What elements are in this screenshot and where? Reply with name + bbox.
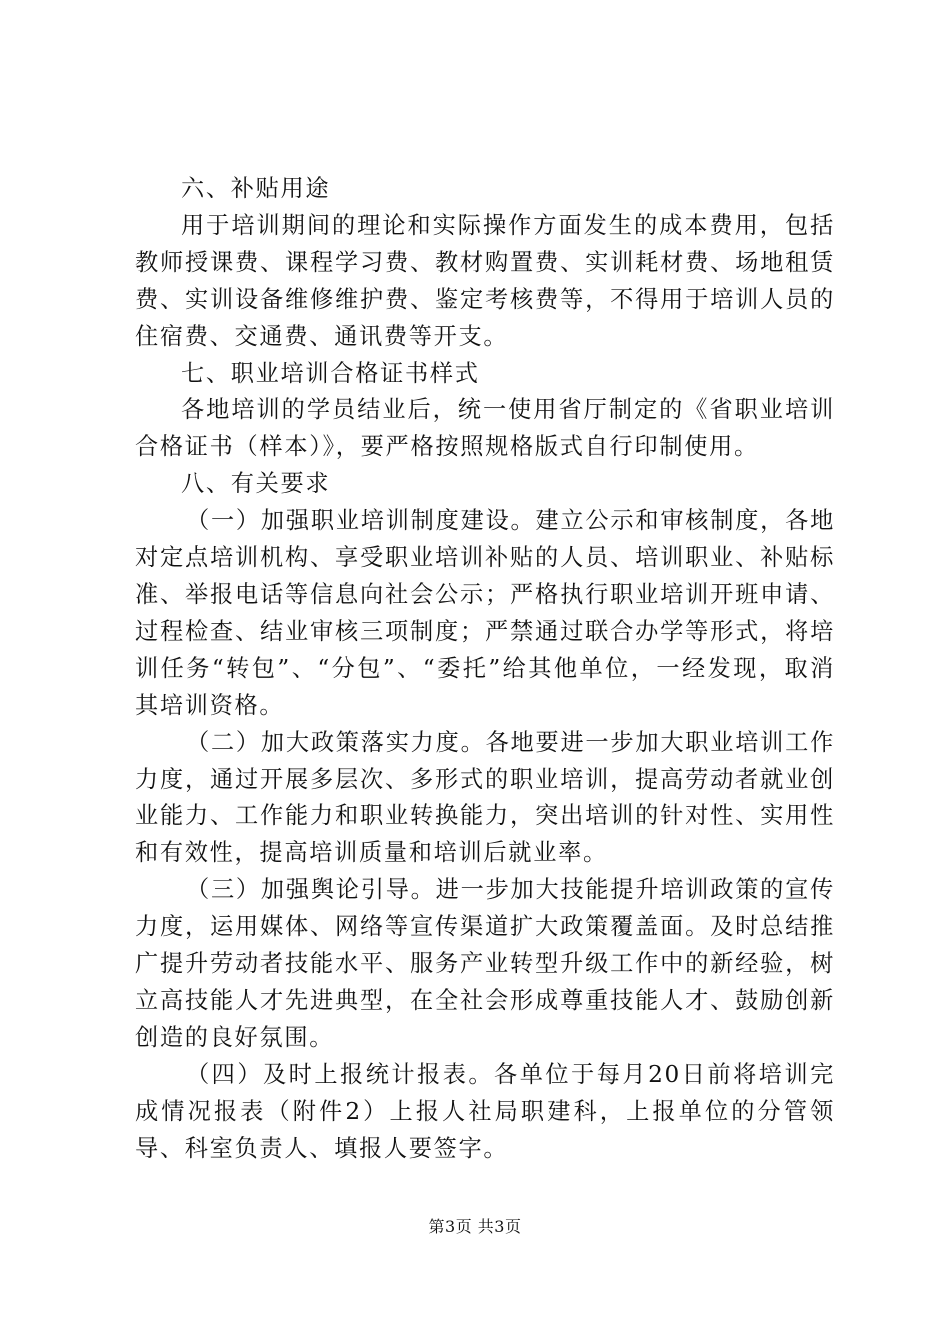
paragraph-requirement-1: （一）加强职业培训制度建设。建立公示和审核制度，各地对定点培训机构、享受职业培训补贴的人员、培训职业、补贴标准、举报电话等信息向社会公示；严格执行职业培训开班申请、过程检查、结业审核三项制度；严禁通过联合办学等形式，将培训任务“转包”、“分包”、“委托”给其他单位，一经发现，取消其培训资格。 xyxy=(135,507,835,719)
paragraph-requirement-2: （二）加大政策落实力度。各地要进一步加大职业培训工作力度，通过开展多层次、多形式的职业培训，提高劳动者就业创业能力、工作能力和职业转换能力，突出培训的针对性、实用性和有效性，提高培训质量和培训后就业率。 xyxy=(135,728,835,867)
section-heading-requirements: 八、有关要求 xyxy=(181,470,331,498)
paragraph-certificate-style: 各地培训的学员结业后，统一使用省厅制定的《省职业培训合格证书（样本）》，要严格按照规格版式自行印制使用。 xyxy=(135,396,835,461)
document-body xyxy=(135,171,835,1167)
paragraph-requirement-3: （三）加强舆论引导。进一步加大技能提升培训政策的宣传力度，运用媒体、网络等宣传渠道扩大政策覆盖面。及时总结推广提升劳动者技能水平、服务产业转型升级工作中的新经验，树立高技能人才先进典型，在全社会形成尊重技能人才、鼓励创新创造的良好氛围。 xyxy=(135,876,835,1051)
paragraph-requirement-4: （四）及时上报统计报表。各单位于每月20日前将培训完成情况报表（附件2）上报人社局职建科，上报单位的分管领导、科室负责人、填报人要签字。 xyxy=(135,1060,835,1162)
section-heading-certificate-style: 七、职业培训合格证书样式 xyxy=(181,359,480,387)
section-heading-subsidy-use: 六、补贴用途 xyxy=(181,175,331,202)
paragraph-subsidy-use: 用于培训期间的理论和实际操作方面发生的成本费用，包括教师授课费、课程学习费、教材购置费、实训耗材费、场地租赁费、实训设备维修维护费、鉴定考核费等，不得用于培训人员的住宿费、交通费、通讯费等开支。 xyxy=(135,211,835,350)
page-footer: 第3页 共3页 xyxy=(428,1217,522,1236)
